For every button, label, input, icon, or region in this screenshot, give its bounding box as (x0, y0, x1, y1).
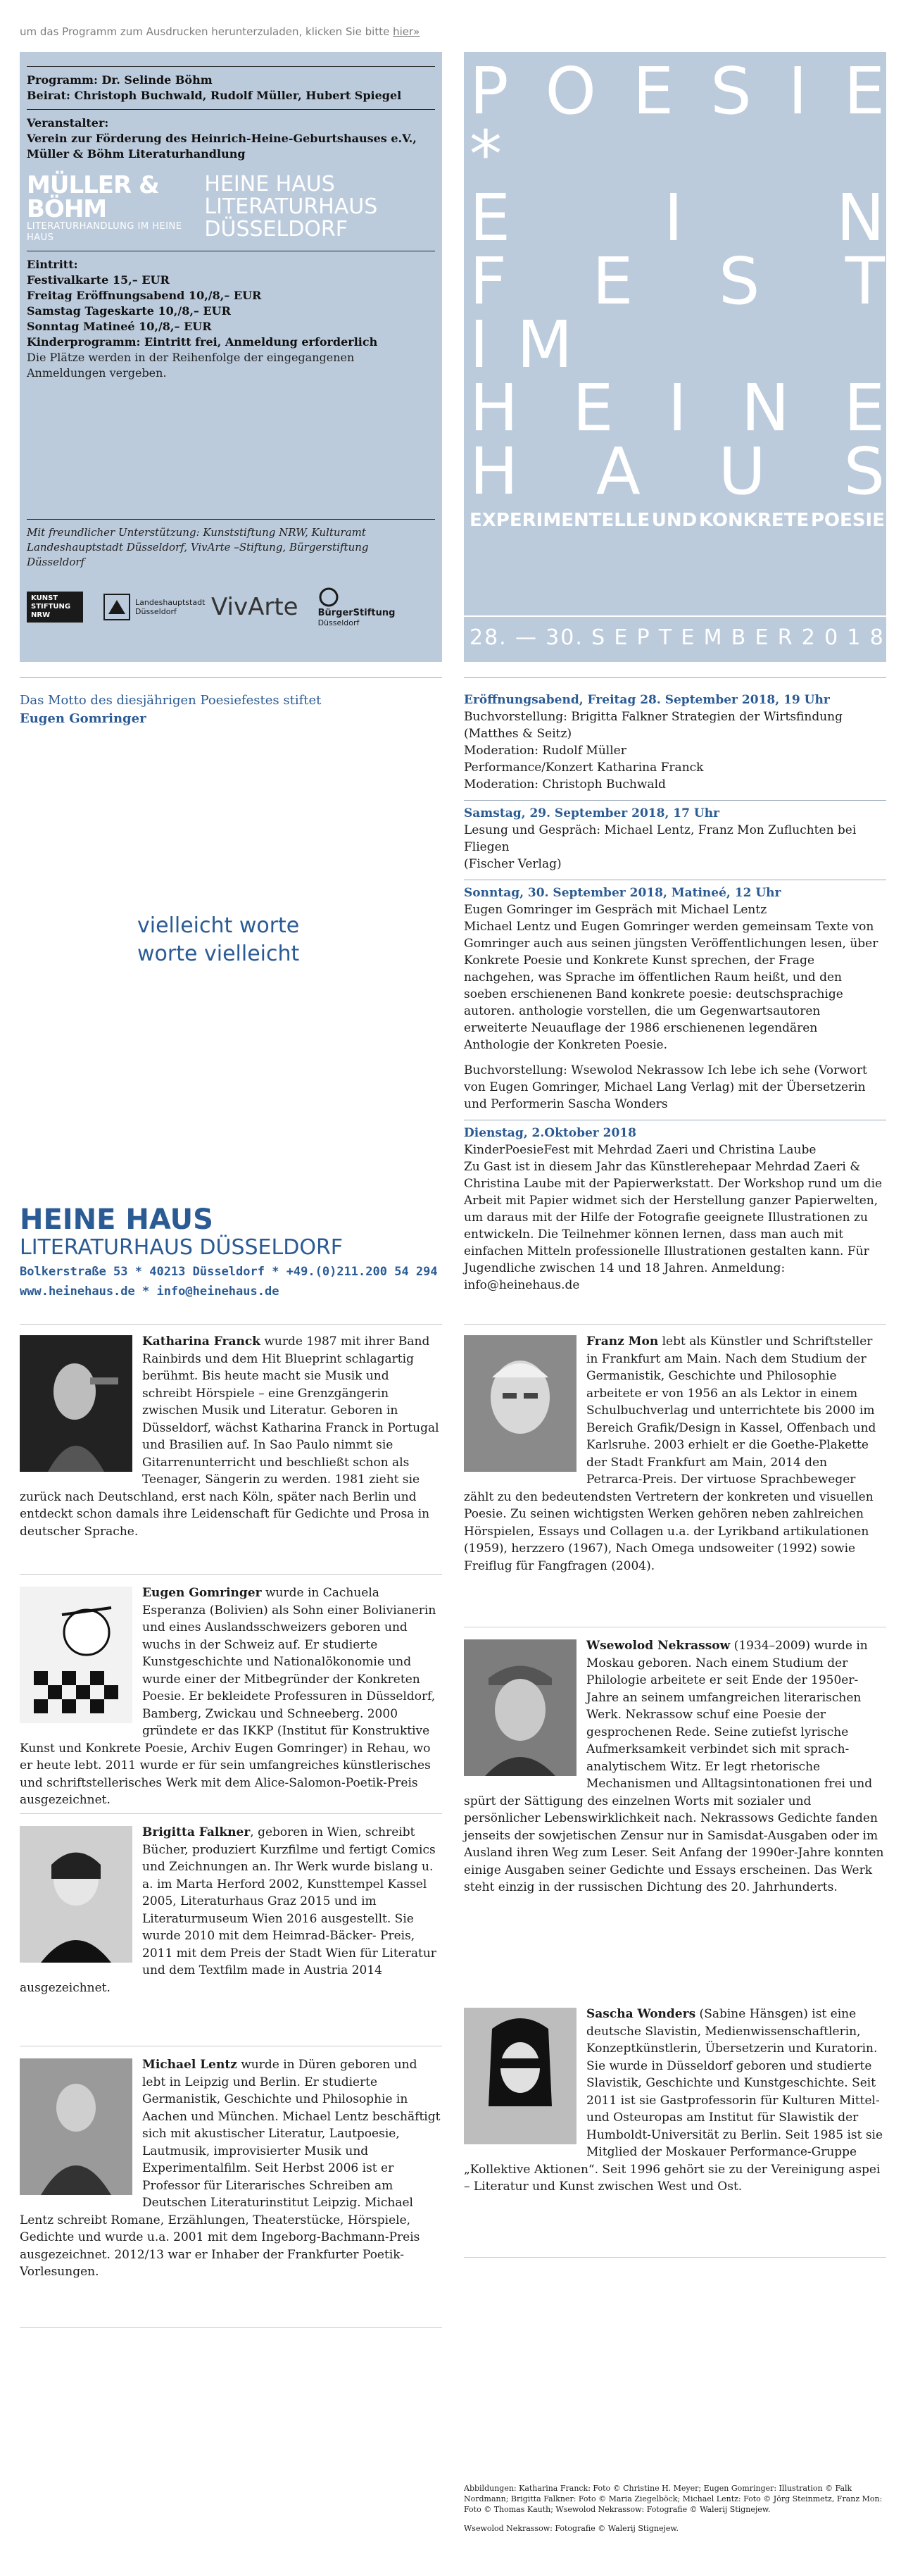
divider (464, 1324, 886, 1325)
event-text: (Fischer Verlag) (464, 857, 562, 871)
poster-letter: E (843, 370, 885, 446)
poster-date-char: E (681, 625, 696, 650)
portrait-wonders (464, 2008, 576, 2144)
poem-line: vielleicht worte (137, 913, 300, 938)
buergerstiftung-logo-name: BürgerStiftung (317, 608, 396, 618)
heine-haus-sub: LITERATURHAUS DÜSSELDORF (20, 1235, 344, 1260)
eintritt-line: Kinderprogramm: Eintritt frei, Anmeldung erforderlich (27, 335, 378, 349)
eintritt-line: Festivalkarte 15,– EUR (27, 273, 170, 287)
mueller-boehm-logo-name: MÜLLER & BÖHM (27, 171, 159, 223)
info-panel (20, 52, 442, 662)
event-text: Eugen Gomringer im Gespräch mit Michael Lentz (464, 903, 767, 917)
poster-letter: H (470, 434, 519, 509)
buergerstiftung-logo-sub: Düsseldorf (317, 618, 360, 627)
poster-date-char: 2 (801, 625, 817, 650)
poster-letter: H (470, 370, 519, 446)
vivarte-logo: VivArte (211, 593, 298, 621)
bio-text: wurde in Düren geboren und lebt in Leipzig und Berlin. Er studierte Germanistik, Geschichte und Philosophie in Aachen und München. Michael Lentz beschäftigt sich mit akustischer Literatur, Lautpoesie, Lautmusik, improvisierter Musik und Experimentalfilm. Seit Herbst 2006 ist er Professor für Literarisches Schreiben am Deutschen Literaturinstitut Leipzig. Michael Lentz schreibt Romane, Erzählungen, Theaterstücke, Hörspiele, Gedichte und wurde u.a. 2001 mit dem Ingeborg-Bachmann-Preis ausgezeichnet. 2012/13 war er Inhaber der Frankfurter Poetik-Vorlesungen. (20, 2058, 441, 2279)
poster-subtitle-word: KONKRETE (698, 510, 809, 531)
event-text: Buchvorstellung: Brigitta Falkner Strategien der Wirtsfindung (464, 710, 843, 724)
divider (20, 677, 442, 678)
poster-subtitle-word: UND (651, 510, 698, 531)
divider (20, 1574, 442, 1575)
poster-letter: A (596, 434, 641, 509)
heine-haus-address: Bolkerstraße 53 * 40213 Düsseldorf * +49.(0)211.200 54 294 (20, 1265, 438, 1279)
heine-haus-contact (20, 1204, 442, 1300)
poster-subtitle (470, 510, 885, 531)
event-text: Zu Gast ist in diesem Jahr das Künstlerehepaar Mehrdad Zaeri & Christina Laube mit der Papierwerkstatt. Der Workshop rund um die Arbeit mit Papier widmet sich der Herstellung ganzer Papierwelten, um daraus mit der Hilfe der Fotografie geeignete Illustrationen zu entwickeln. Die Teilnehmer können lernen, dass man auch mit einfachen Mitteln professionelle Illustrationen gestalten kann. Für Jugendliche zwischen 14 und 18 Jahren. Anmeldung: info@heinehaus.de (464, 1160, 883, 1292)
festival-poster (464, 52, 886, 662)
event-item (464, 880, 886, 1113)
bio-falkner (20, 1824, 442, 1996)
event-item (464, 687, 886, 793)
poster-date-char: E (755, 625, 770, 650)
poster-date-char: T (658, 625, 674, 650)
event-heading: Samstag, 29. September 2018, 17 Uhr (464, 806, 720, 820)
poster-date-char: M (703, 625, 724, 650)
poster-subtitle-word: EXPERIMENTELLE (470, 510, 650, 531)
credits-line: Abbildungen: Katharina Franck: Foto © Christine H. Meyer; Eugen Gomringer: Illustration © Falk Nordmann; Brigitta Falkner: Foto © Maria Ziegelböck; Michael Lentz: Foto © Jörg Steinmetz, Franz Mon: Foto © Thomas Kauth; Wsewolod Nekrassow: Fotografie © Walerij Stignejew. (464, 2484, 883, 2514)
divider (464, 677, 886, 678)
poster-letter: E (633, 54, 674, 129)
poster-title-row (470, 54, 885, 129)
eintritt-line: Samstag Tageskarte 10,/8,– EUR (27, 304, 231, 318)
poster-letter: S (843, 434, 885, 509)
poster-date-char: 1 (847, 625, 862, 650)
event-text: Moderation: Rudolf Müller (464, 744, 626, 758)
poster-letter: I (788, 54, 807, 129)
divider (464, 2257, 886, 2258)
poster-letter: U (718, 434, 766, 509)
poster-letter: T (845, 244, 885, 319)
poster-date-char: B (731, 625, 748, 650)
eintritt-note: Die Plätze werden in der Reihenfolge der eingegangenen Anmeldungen vergeben. (27, 351, 355, 380)
bio-text: (1934–2009) wurde in Moskau geboren. Nach einem Studium der Philologie arbeitete er seit Ende der 1950er-Jahre an seinem umfangreichen literarischen Werk. Nekrassow schuf eine Poesie der gesprochenen Rede. Seine zutiefst lyrische Aufmerksamkeit verbindet sich mit sprach-analytischem Witz. Er legt rhetorische Mechanismen und Alltagsintonationen frei und spürt der Sättigung des einzelnen Worts mit sozialer und persönlicher Lebenswirklichkeit nach. Nekrassows Gedichte fanden jenseits der sowjetischen Zensur nur in Samisdat-Ausgaben oder im Ausland ihren Weg zum Leser. Seit Anfang der 1990er-Jahre konnten einige Ausgaben seiner Gedichte und Essays erscheinen. Das Werk steht einzig in der russischen Dichtung des 20. Jahrhunderts. (464, 1639, 884, 1894)
bio-gomringer (20, 1584, 442, 1809)
motto-poem (137, 912, 299, 968)
download-notice-text: um das Programm zum Ausdrucken herunterzuladen, klicken Sie bitte (20, 25, 390, 38)
image-credits (464, 2483, 886, 2534)
event-item (464, 800, 886, 873)
bio-name: Franz Mon (586, 1334, 659, 1349)
event-heading: Sonntag, 30. September 2018, Matineé, 12 Uhr (464, 886, 781, 900)
poster-date (470, 625, 885, 650)
eintritt-label: Eintritt: (27, 258, 78, 271)
motto-line: Das Motto des diesjährigen Poesiefestes stiftet (20, 693, 322, 708)
poster-letter: M (517, 307, 573, 382)
portrait-wonders-photo (464, 2008, 576, 2144)
duesseldorf-logo (103, 593, 206, 621)
divider (20, 1324, 442, 1325)
portrait-lentz (20, 2058, 132, 2195)
heine-haus-logo-sub: LITERATURHAUS DÜSSELDORF (204, 194, 378, 242)
event-heading: Dienstag, 2.Oktober 2018 (464, 1126, 636, 1140)
divider (27, 66, 435, 67)
motto-author: Eugen Gomringer (20, 711, 146, 726)
organizer-logos (27, 173, 435, 244)
beirat-line: Beirat: Christoph Buchwald, Rudolf Müller, Hubert Spiegel (27, 89, 402, 102)
bio-text: (Sabine Hänsgen) ist eine deutsche Slavistin, Medienwissenschaftlerin, Konzeptkünstlerin, Übersetzerin und Kuratorin. Sie wurde in Düsseldorf geboren und studierte Slavistik, Geschichte und Kunstgeschichte. Seit 2011 ist sie Gastprofessorin für Kulturen Mittel- und Osteuropas am Institut für Slawistik der Humboldt-Universität zu Berlin. Seit 1985 ist sie Mitglied der Moskauer Performance-Gruppe „Kollektive Aktionen“. Seit 1996 gehört sie zu der Vereinigung aspei – Literatur und Kunst zwischen West und Ost. (464, 2007, 883, 2194)
poster-letter: * (470, 117, 502, 192)
buergerstiftung-emblem-icon (318, 587, 339, 608)
bio-name: Katharina Franck (142, 1334, 260, 1349)
poster-letter: E (572, 370, 614, 446)
portrait-mon-photo (464, 1335, 576, 1472)
bio-lentz (20, 2056, 442, 2281)
mueller-boehm-logo (27, 173, 183, 244)
motto (20, 692, 442, 728)
poster-title-row (470, 370, 885, 446)
poster-date-char: — (515, 625, 538, 650)
portrait-falkner (20, 1826, 132, 1963)
bio-name: Sascha Wonders (586, 2007, 696, 2021)
poster-letter: S (710, 54, 752, 129)
kunststiftung-logo: KUNST STIFTUNG NRW (27, 592, 83, 623)
event-text: Lesung und Gespräch: Michael Lentz, Franz Mon Zufluchten bei Fliegen (464, 823, 857, 854)
divider (27, 109, 435, 110)
bio-text: wurde 1987 mit ihrer Band Rainbirds und dem Hit Blueprint schlagartig berühmt. Bis heute macht sie Musik und schreibt Hörspiele – eine Grenzgängerin zwischen Musik und Literatur. Geboren in Düsseldorf, wächst Katharina Franck in Portugal und Brasilien auf. In Sao Paulo nimmt sie Gitarrenunterricht und beschließt schon als Teenager, Sängerin zu werden. 1981 zieht sie zurück nach Deutschland, erst nach Köln, später nach Berlin und entdeckt schon damals ihre Leidenschaft für Gedichte und Prosa in deutscher Sprache. (20, 1334, 439, 1539)
portrait-franck (20, 1335, 132, 1472)
credits-line: Wsewolod Nekrassow: Fotografie © Walerij Stignejew. (464, 2524, 679, 2533)
poster-letter: N (741, 370, 790, 446)
portrait-nekrassow-photo (464, 1639, 576, 1776)
poster-letter: N (836, 180, 885, 256)
bio-name: Eugen Gomringer (142, 1586, 262, 1600)
event-text: Michael Lentz und Eugen Gomringer werden gemeinsam Texte von Gomringer auch aus seinen jüngsten Veröffentlichungen lesen, über Konkrete Poesie und Konkrete Kunst sprechen, der Frage nachgehen, was Sprache im öffentlichen Raum heißt, und den soeben erschienenen Band konkrete poesie: deutschsprachige autoren. anthologie vorstellen, die um Gegenwartsautoren erweiterte Neuauflage der 1986 erschienenen legendären Anthologie der Konkreten Poesie. (464, 920, 878, 1052)
poster-letter: E (843, 54, 885, 129)
event-schedule (464, 687, 886, 1301)
event-text: Performance/Konzert Katharina Franck (464, 761, 704, 775)
buergerstiftung-logo (318, 587, 396, 627)
poster-date-char: 8 (869, 625, 885, 650)
veranstalter-line-1: Verein zur Förderung des Heinrich-Heine-Geburtshauses e.V., (27, 132, 417, 145)
duesseldorf-emblem-icon (103, 593, 131, 621)
portrait-franck-photo (20, 1335, 132, 1472)
poster-title-row (470, 117, 885, 192)
poster-letter: E (470, 180, 511, 256)
poster-letter: E (592, 244, 634, 319)
heine-haus-logo (204, 173, 435, 241)
bio-wonders (464, 2006, 886, 2196)
mueller-boehm-logo-sub: LITERATURHANDLUNG IM HEINE HAUS (27, 221, 182, 243)
bio-text: lebt als Künstler und Schriftsteller in Frankfurt am Main. Nach dem Studium der Germanistik, Geschichte und Philosophie arbeitete er von 1956 an als Lektor in einem Schulbuchverlag und unterrichtete bis 2000 im Bereich Grafik/Design in Kassel, Offenbach und Karlsruhe. 2003 erhielt er die Goethe-Plakette der Stadt Frankfurt am Main, 2014 den Petrarca-Preis. Der virtuose Sprachbeweger zählt zu den bedeutendsten Vertretern der konkreten und visuellen Poesie. Zu seinen wichtigsten Werken gehören neben zahlreichen Hörspielen, Essays und Collagen u.a. der Lyrikband artikulationen (1959), herzzero (1967), Nach Omega undsoweiter (1992) sowie Freiflug für Fangfragen (2004). (464, 1334, 876, 1573)
poster-date-char: E (614, 625, 629, 650)
poster-date-char: S (591, 625, 607, 650)
event-text: Buchvorstellung: Wsewolod Nekrassow Ich lebe ich sehe (Vorwort von Eugen Gomringer, Michael Lang Verlag) mit der Übersetzerin und Performerin Sascha Wonders (464, 1063, 867, 1111)
sponsor-logos (27, 587, 435, 627)
eintritt-line: Sonntag Matineé 10,/8,– EUR (27, 320, 212, 333)
poster-letter: I (667, 370, 687, 446)
heine-haus-name: HEINE HAUS (20, 1203, 213, 1236)
portrait-gomringer (20, 1587, 132, 1723)
eintritt-line: Freitag Eröffnungsabend 10,/8,– EUR (27, 289, 262, 302)
poster-letter: I (664, 180, 683, 256)
portrait-gomringer-illustration (20, 1587, 132, 1723)
portrait-falkner-photo (20, 1826, 132, 1963)
poster-letter: P (470, 54, 509, 129)
heine-haus-web[interactable]: www.heinehaus.de * info@heinehaus.de (20, 1284, 279, 1299)
bio-franck (20, 1333, 442, 1540)
portrait-lentz-photo (20, 2058, 132, 2195)
bio-name: Brigitta Falkner (142, 1825, 251, 1839)
poster-date-char: R (777, 625, 794, 650)
event-heading: Eröffnungsabend, Freitag 28. September 2018, 19 Uhr (464, 693, 830, 707)
poster-date-char: 30. (546, 625, 584, 650)
poster-date-char: 0 (824, 625, 840, 650)
veranstalter-label: Veranstalter: (27, 116, 109, 130)
divider (27, 519, 435, 520)
event-text: KinderPoesieFest mit Mehrdad Zaeri und Christina Laube (464, 1143, 817, 1157)
poster-title-row (470, 307, 885, 382)
bio-text: , geboren in Wien, schreibt Bücher, produziert Kurzfilme und fertigt Comics und Zeichnungen an. Ihr Werk wurde bislang u. a. im Marta Herford 2002, Kunsttempel Kassel 2005, Literaturhaus Graz 2015 und im Literaturmuseum Wien 2016 ausgestellt. Sie wurde 2010 mit dem Heimrad-Bäcker- Preis, 2011 mit dem Preis der Stadt Wien für Literatur und dem Textfilm made in Austria 2014 ausgezeichnet. (20, 1825, 436, 1995)
duesseldorf-logo-text: Landeshauptstadt Düsseldorf (135, 598, 206, 616)
divider (20, 2327, 442, 2328)
bio-mon (464, 1333, 886, 1575)
poster-title-row (470, 244, 885, 319)
bio-nekrassow (464, 1637, 886, 1896)
programm-line: Programm: Dr. Selinde Böhm (27, 73, 213, 87)
portrait-mon (464, 1335, 576, 1472)
event-item (464, 1120, 886, 1294)
bio-text: wurde in Cachuela Esperanza (Bolivien) als Sohn einer Bolivianerin und eines Auslandsschweizers geboren und wuchs in der Schweiz auf. Er studierte Kunstgeschichte und Nationalökonomie und wurde einer der Mitbegründer der Konkreten Poesie. Er bekleidete Professuren in Düsseldorf, Bamberg, Zwickau und Schneeberg. 2000 gründete er das IKKP (Institut für Konstruktive Kunst und Konkrete Poesie, Archiv Eugen Gomringer) in Rehau, wo er heute lebt. 2011 wurde er für sein umfangreiches künstlerisches und schriftstellerisches Werk mit dem Alice-Salomon-Poetik-Preis ausgezeichnet. (20, 1586, 436, 1807)
poster-date-char: P (636, 625, 651, 650)
veranstalter-line-2: Müller & Böhm Literaturhandlung (27, 147, 246, 161)
divider (20, 1813, 442, 1814)
poem-line: worte vielleicht (137, 942, 300, 966)
poster-title-row (470, 434, 885, 509)
download-notice (20, 25, 420, 38)
poster-title-row (470, 180, 885, 256)
bio-name: Wsewolod Nekrassow (586, 1639, 731, 1653)
event-text: (Matthes & Seitz) (464, 727, 572, 741)
download-link[interactable]: hier» (393, 25, 420, 38)
poster-date-char: 28. (470, 625, 508, 650)
poster-subtitle-word: POESIE (810, 510, 885, 531)
poster-letter: S (718, 244, 760, 319)
poster-letter: F (470, 244, 507, 319)
bio-name: Michael Lentz (142, 2058, 237, 2072)
poster-letter: O (545, 54, 596, 129)
event-text: Moderation: Christoph Buchwald (464, 777, 666, 792)
portrait-nekrassow (464, 1639, 576, 1776)
divider (464, 615, 886, 617)
poster-letter: I (470, 307, 489, 382)
support-note: Mit freundlicher Unterstützung: Kunststiftung NRW, Kulturamt Landeshauptstadt Düsseldorf, VivArte –Stiftung, Bürgerstiftung Düsseldorf (27, 526, 369, 568)
heine-haus-logo-name: HEINE HAUS (204, 172, 335, 196)
